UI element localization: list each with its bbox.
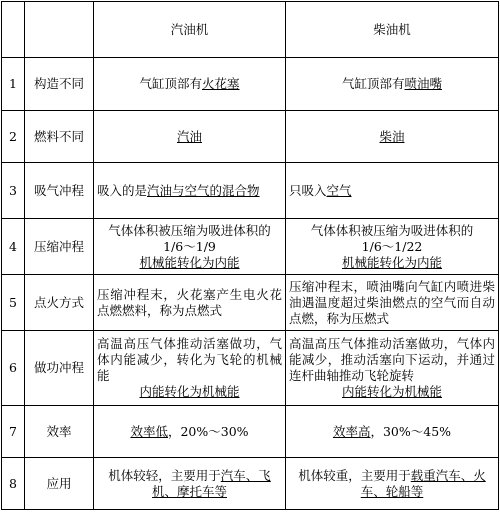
row-label: 燃料不同 bbox=[25, 111, 94, 163]
row-number: 2 bbox=[2, 111, 25, 163]
row-label: 点火方式 bbox=[25, 275, 94, 331]
cell-underlined-text: 效率低 bbox=[130, 423, 168, 439]
row-label: 效率 bbox=[25, 406, 94, 458]
table-row bbox=[2, 58, 499, 111]
cell-text-line: 气体体积被压缩为吸进体积的 bbox=[310, 222, 474, 238]
petrol-cell bbox=[94, 111, 286, 163]
cell-text-line: 1/6～1/9 bbox=[163, 238, 216, 254]
diesel-cell bbox=[286, 58, 499, 111]
cell-underlined-text: 汽油与空气的混合物 bbox=[147, 182, 260, 198]
petrol-cell bbox=[94, 58, 286, 111]
cell-text: 机体较重，主要用于 bbox=[298, 467, 411, 483]
petrol-cell bbox=[94, 458, 286, 510]
cell-text: 气缸顶部有 bbox=[341, 76, 405, 91]
cell-underlined-text: 汽油 bbox=[176, 128, 202, 144]
diesel-cell bbox=[286, 458, 499, 510]
diesel-cell bbox=[286, 406, 499, 458]
diesel-cell bbox=[286, 331, 499, 406]
cell-underlined-text: 火花塞 bbox=[202, 76, 240, 91]
cell-underlined-text: 效率高 bbox=[332, 423, 371, 439]
table-row bbox=[2, 111, 499, 163]
cell-text: 机体较轻，主要用于 bbox=[108, 467, 221, 483]
cell-underlined-text: 喷油嘴 bbox=[404, 76, 443, 91]
petrol-cell bbox=[94, 163, 286, 219]
cell-text-line: 1/6～1/22 bbox=[361, 238, 423, 254]
cell-underlined-text: 机械能转化为内能 bbox=[139, 254, 240, 270]
cell-text: 吸入的是 bbox=[97, 182, 148, 198]
diesel-cell: 压缩冲程末，喷油嘴向气缸内喷进柴油遇温度超过柴油燃点的空气而自动点燃，称为压燃式 bbox=[286, 275, 499, 331]
diesel-cell bbox=[286, 111, 499, 163]
header-row bbox=[2, 2, 499, 58]
cell-text: ，20%～30% bbox=[167, 423, 249, 439]
cell-text: 高温高压气体推动活塞做功，气体内能减少，推动活塞向下运动，并通过连杆曲轴推动飞轮旋转 bbox=[289, 336, 495, 383]
cell-text-line: 气体体积被压缩为吸进体积的 bbox=[108, 222, 271, 238]
cell-underlined-text: 柴油 bbox=[379, 128, 405, 144]
petrol-cell bbox=[94, 406, 286, 458]
table-row bbox=[2, 219, 499, 275]
table-row bbox=[2, 275, 499, 331]
table-row bbox=[2, 406, 499, 458]
cell-underlined-text: 空气 bbox=[326, 182, 352, 198]
cell-text: 只吸入 bbox=[289, 182, 327, 198]
row-number: 5 bbox=[2, 275, 25, 331]
cell-text: 高温高压气体推动活塞做功，气体内能减少，转化为飞轮的机械能 bbox=[97, 336, 282, 383]
petrol-cell: 压缩冲程末，火花塞产生电火花点燃燃料，称为点燃式 bbox=[94, 275, 286, 331]
cell-text: 气缸顶部有 bbox=[139, 76, 202, 91]
row-number: 3 bbox=[2, 163, 25, 219]
diesel-cell bbox=[286, 163, 499, 219]
cell-underlined-text: 内能转化为机械能 bbox=[139, 384, 240, 399]
table-row bbox=[2, 163, 499, 219]
diesel-cell bbox=[286, 219, 499, 275]
row-number: 7 bbox=[2, 406, 25, 458]
row-number: 6 bbox=[2, 331, 25, 406]
header-blank-cell bbox=[2, 2, 25, 58]
cell-underlined-text: 内能转化为机械能 bbox=[341, 384, 442, 399]
cell-underlined-text: 汽车、飞机、摩托车等 bbox=[151, 467, 271, 499]
row-number: 4 bbox=[2, 219, 25, 275]
row-label: 应用 bbox=[25, 458, 94, 510]
cell-underlined-text: 载重汽车、火车、轮船等 bbox=[360, 467, 486, 499]
engine-comparison-table bbox=[1, 1, 499, 510]
header-diesel: 柴油机 bbox=[286, 2, 499, 58]
header-blank-cell bbox=[25, 2, 94, 58]
row-number: 8 bbox=[2, 458, 25, 510]
row-label: 吸气冲程 bbox=[25, 163, 94, 219]
row-label: 压缩冲程 bbox=[25, 219, 94, 275]
cell-text: ，30%～45% bbox=[370, 423, 452, 439]
petrol-cell bbox=[94, 331, 286, 406]
petrol-cell bbox=[94, 219, 286, 275]
cell-underlined-text: 机械能转化为内能 bbox=[341, 254, 442, 270]
table-row bbox=[2, 458, 499, 510]
row-label: 构造不同 bbox=[25, 58, 94, 111]
table-row bbox=[2, 331, 499, 406]
row-label: 做功冲程 bbox=[25, 331, 94, 406]
row-number: 1 bbox=[2, 58, 25, 111]
header-petrol: 汽油机 bbox=[94, 2, 286, 58]
